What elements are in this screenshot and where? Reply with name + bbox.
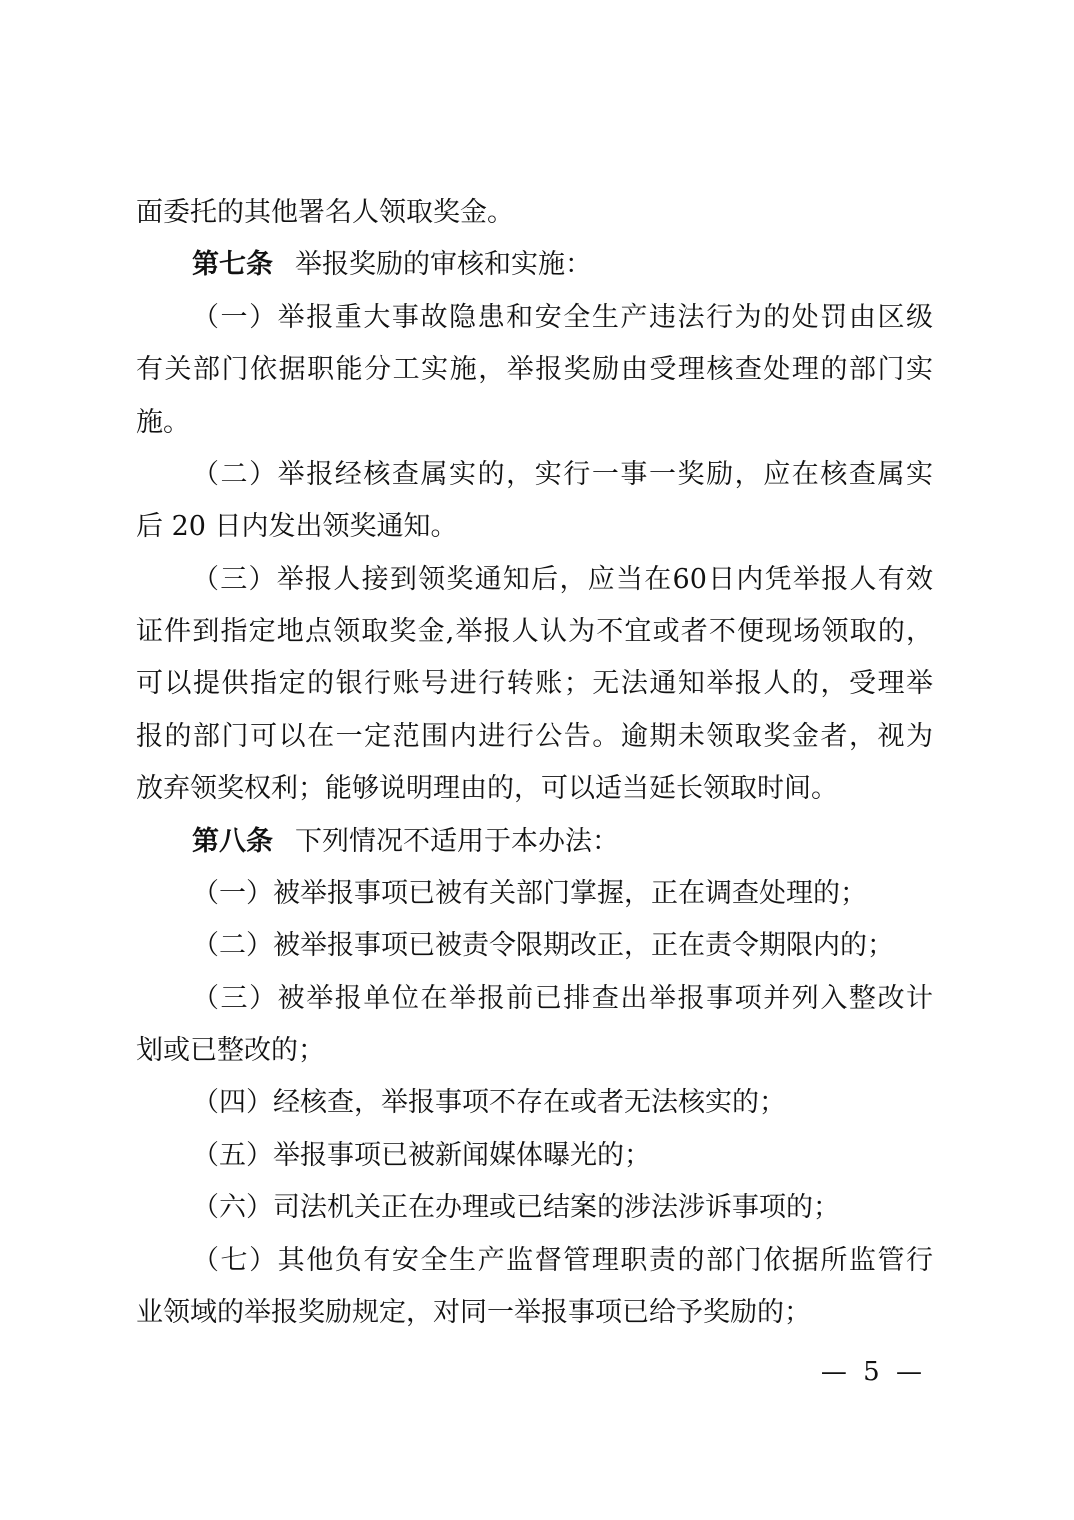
line-text: 报的部门可以在一定范围内进行公告。逾期未领取奖金者，视为 xyxy=(136,720,933,752)
line-text: 下列情况不适用于本办法： xyxy=(295,825,619,857)
line-text: （二）举报经核查属实的，实行一事一奖励，应在核查属实 xyxy=(192,458,933,490)
text-line xyxy=(136,397,933,449)
line-text: 业领域的举报奖励规定，对同一举报事项已给予奖励的； xyxy=(136,1296,811,1328)
line-text: 举报奖励的审核和实施： xyxy=(295,249,592,281)
paragraph xyxy=(136,868,933,920)
paragraph xyxy=(136,187,933,239)
text-line xyxy=(136,973,933,1025)
text-line xyxy=(136,763,933,815)
article-heading xyxy=(136,239,933,291)
paragraph xyxy=(136,920,933,972)
text-line xyxy=(136,1287,933,1339)
text-line xyxy=(136,554,933,606)
paragraph xyxy=(136,1235,933,1340)
text-line xyxy=(136,1130,933,1182)
text-line xyxy=(136,449,933,501)
line-text: 放弃领奖权利；能够说明理由的，可以适当延长领取时间。 xyxy=(136,773,838,805)
text-line xyxy=(136,606,933,658)
article-number: 第七条 xyxy=(192,249,273,281)
text-line xyxy=(136,658,933,710)
text-line xyxy=(136,239,933,291)
text-line xyxy=(136,292,933,344)
text-line xyxy=(136,1235,933,1287)
line-text: （五）举报事项已被新闻媒体曝光的； xyxy=(192,1139,651,1171)
paragraph xyxy=(136,449,933,554)
line-text: （七）其他负有安全生产监督管理职责的部门依据所监管行 xyxy=(192,1244,933,1276)
paragraph xyxy=(136,1077,933,1129)
line-text: （三）举报人接到领奖通知后，应当在60日内凭举报人有效 xyxy=(192,563,933,595)
text-line xyxy=(136,501,933,553)
paragraph xyxy=(136,554,933,816)
article-heading xyxy=(136,816,933,868)
line-text: （三）被举报单位在举报前已排查出举报事项并列入整改计 xyxy=(192,982,933,1014)
document-body xyxy=(136,187,933,1339)
line-text: 可以提供指定的银行账号进行转账；无法通知举报人的，受理举 xyxy=(136,668,933,700)
line-text: （四）经核查，举报事项不存在或者无法核实的； xyxy=(192,1087,786,1119)
text-line xyxy=(136,344,933,396)
line-text: （一）被举报事项已被有关部门掌握，正在调查处理的； xyxy=(192,877,867,909)
page-number: — 5 — xyxy=(820,1357,926,1387)
paragraph xyxy=(136,1130,933,1182)
article-number: 第八条 xyxy=(192,825,273,857)
line-text: 施。 xyxy=(136,406,190,438)
text-line xyxy=(136,1025,933,1077)
line-text: （六）司法机关正在办理或已结案的涉法涉诉事项的； xyxy=(192,1192,840,1224)
text-line xyxy=(136,187,933,239)
text-line xyxy=(136,1077,933,1129)
text-line xyxy=(136,711,933,763)
line-text: （一）举报重大事故隐患和安全生产违法行为的处罚由区级 xyxy=(192,301,933,333)
line-text: （二）被举报事项已被责令限期改正，正在责令期限内的； xyxy=(192,930,894,962)
line-text: 面委托的其他署名人领取奖金。 xyxy=(136,197,514,228)
paragraph xyxy=(136,292,933,449)
line-text: 有关部门依据职能分工实施，举报奖励由受理核查处理的部门实 xyxy=(136,354,933,386)
text-line xyxy=(136,1182,933,1234)
text-line xyxy=(136,816,933,868)
paragraph xyxy=(136,973,933,1078)
line-text: 划或已整改的； xyxy=(136,1035,325,1066)
line-text: 后 20 日内发出领奖通知。 xyxy=(136,511,458,543)
text-line xyxy=(136,868,933,920)
line-text: 证件到指定地点领取奖金,举报人认为不宜或者不便现场领取的， xyxy=(136,616,933,647)
text-line xyxy=(136,920,933,972)
paragraph xyxy=(136,1182,933,1234)
